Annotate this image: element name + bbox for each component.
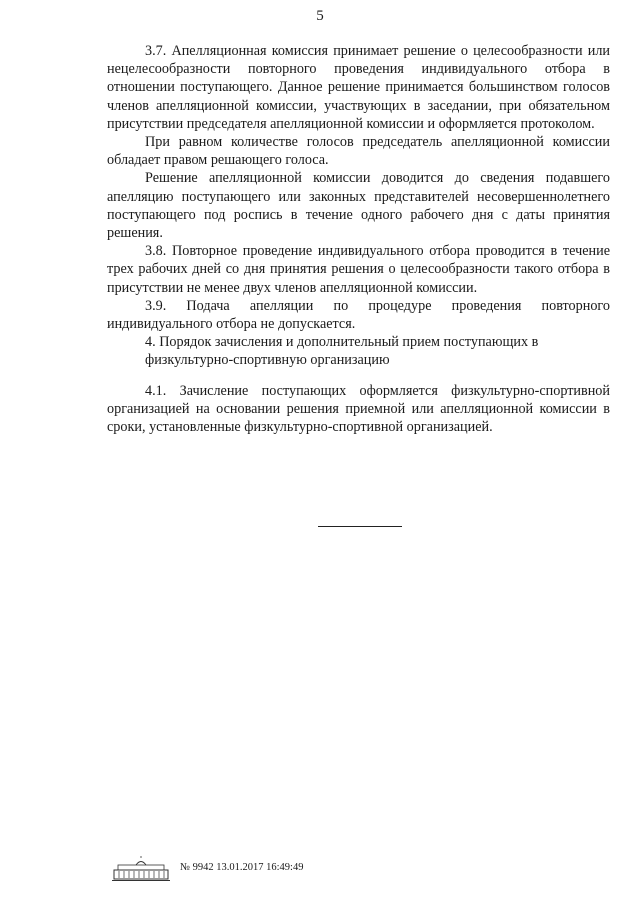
- paragraph-decision-notice: Решение апелляционной комиссии доводится до сведения подавшего апелляцию поступающего или законных представителей несовершеннолетнего поступающего под роспись в течение одного рабочего дня с даты принятия решения.: [107, 170, 610, 242]
- end-divider-line: [318, 526, 402, 527]
- building-stamp-icon: [112, 856, 170, 882]
- section-4-heading-line-2: физкультурно-спортивную организацию: [145, 352, 390, 369]
- document-body: [107, 42, 610, 436]
- paragraph-3-8: 3.8. Повторное проведение индивидуального отбора проводится в течение трех рабочих дней со дня принятия решения о целесообразности такого отбора в присутствии не менее двух членов апелляционной комиссии.: [107, 243, 610, 296]
- page-number: 5: [316, 8, 324, 24]
- paragraph-equal-votes: При равном количестве голосов председатель апелляционной комиссии обладает правом решающего голоса.: [107, 134, 610, 169]
- registration-number: № 9942 13.01.2017 16:49:49: [180, 862, 304, 873]
- paragraph-3-9: 3.9. Подача апелляции по процедуре проведения повторного индивидуального отбора не допускается.: [107, 297, 610, 333]
- paragraph-4-1: 4.1. Зачисление поступающих оформляется физкультурно-спортивной организацией на основании решения приемной или апелляционной комиссии в сроки, установленные физкультурно-спортивной организацией.: [107, 382, 610, 436]
- paragraph-3-7: 3.7. Апелляционная комиссия принимает решение о целесообразности или нецелесообразности повторного проведения индивидуального отбора в отношении поступающего. Данное решение принимается большинством голосов членов апелляционной комиссии, участвующих в заседании, при обязательном присутствии председателя апелляционной комиссии и оформляется протоколом.: [107, 43, 610, 132]
- section-4-heading: [107, 333, 610, 369]
- section-4-heading-line-1: 4. Порядок зачисления и дополнительный прием поступающих в: [145, 334, 539, 351]
